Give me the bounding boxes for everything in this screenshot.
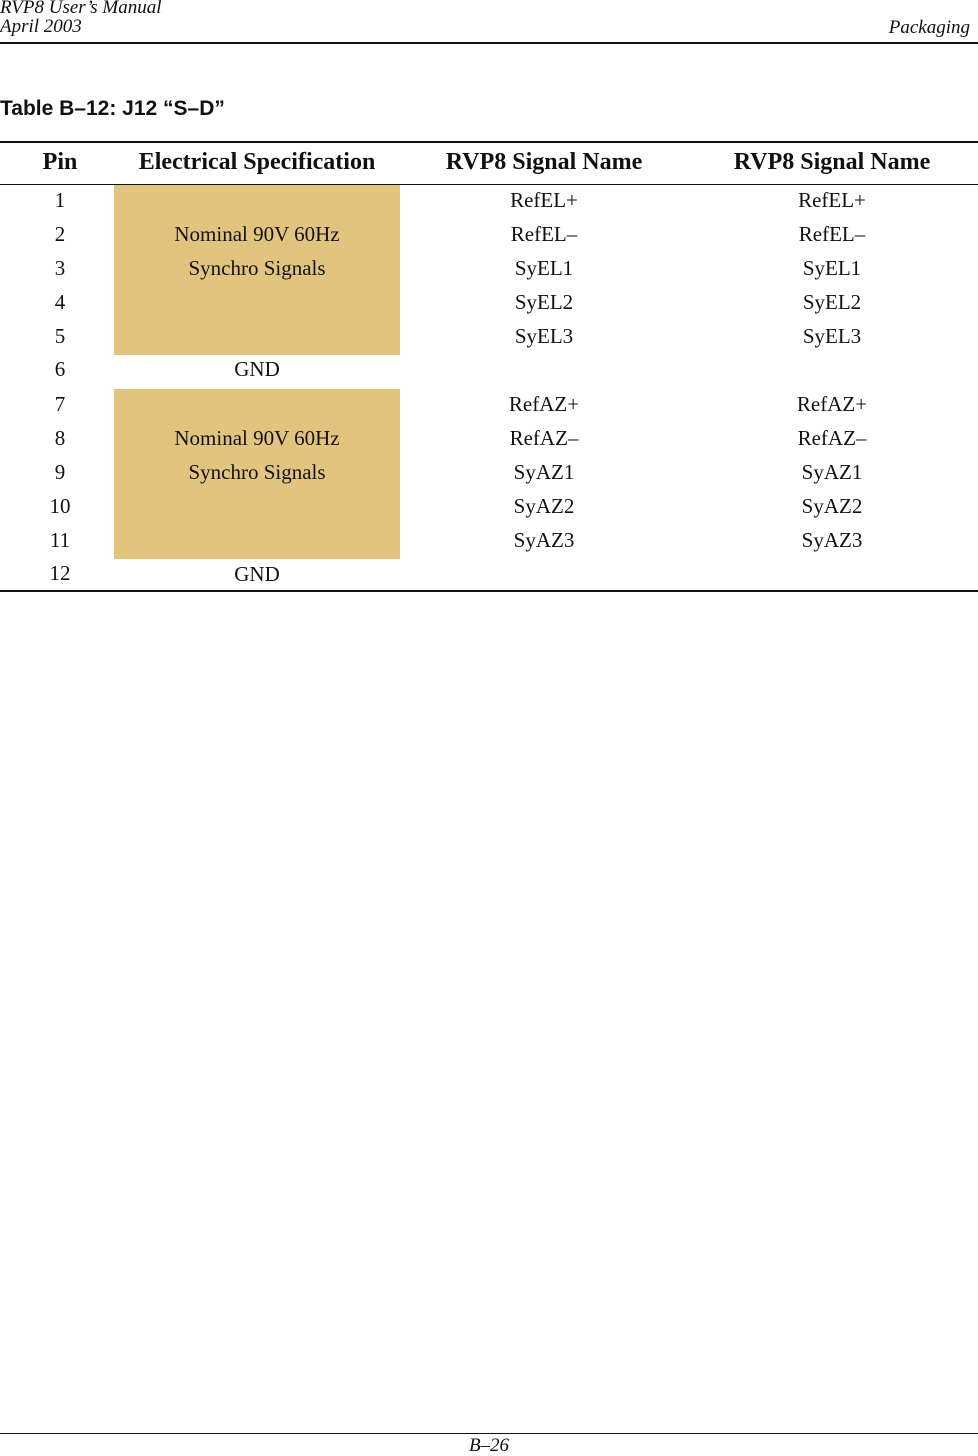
signal-b-cell: RefEL+ (798, 188, 866, 212)
pin-cell: 1 (54, 188, 66, 212)
pin-cell: 10 (49, 494, 71, 518)
gnd-label: GND (234, 357, 280, 381)
signal-b-cell: RefAZ– (797, 426, 867, 450)
spec-az-line2: Synchro Signals (188, 460, 326, 484)
signal-b-cell: SyEL1 (802, 256, 862, 280)
manual-date: April 2003 (0, 16, 82, 37)
signal-a-cell: SyEL1 (514, 256, 574, 280)
signal-a-cell: RefEL– (510, 222, 578, 246)
signal-b-cell: SyAZ2 (801, 494, 863, 518)
signal-a-cell: SyAZ3 (513, 528, 575, 552)
pin-cell: 7 (54, 392, 66, 416)
signal-a-cell: RefEL+ (510, 188, 578, 212)
signal-a-cell: RefAZ+ (508, 392, 580, 416)
signal-b-cell: SyEL3 (802, 324, 862, 348)
spec-el-line1: Nominal 90V 60Hz (174, 222, 340, 246)
spec-az-line1: Nominal 90V 60Hz (174, 426, 340, 450)
signal-b-cell: SyAZ1 (801, 460, 863, 484)
column-header-pin: Pin (42, 149, 78, 175)
signal-b-cell: SyAZ3 (801, 528, 863, 552)
pin-cell: 12 (49, 561, 71, 585)
signal-b-cell: RefEL– (798, 222, 866, 246)
signal-b-cell: SyEL2 (802, 290, 862, 314)
pin-cell: 9 (54, 460, 66, 484)
signal-b-cell: RefAZ+ (796, 392, 868, 416)
pin-cell: 11 (49, 528, 71, 552)
signal-a-cell: SyEL3 (514, 324, 574, 348)
table-top-rule (0, 141, 978, 143)
column-header-signal-b: RVP8 Signal Name (733, 149, 931, 175)
page-number: B–26 (468, 1435, 510, 1456)
header-left (0, 0, 162, 36)
pin-cell: 5 (54, 324, 66, 348)
signal-a-cell: RefAZ– (509, 426, 579, 450)
page-header (0, 0, 978, 44)
gnd-label: GND (234, 562, 280, 586)
signal-a-cell: SyAZ2 (513, 494, 575, 518)
column-header-signal-a: RVP8 Signal Name (445, 149, 643, 175)
pin-cell: 3 (54, 256, 66, 280)
manual-title: RVP8 User’s Manual (0, 0, 162, 18)
pin-cell: 2 (54, 222, 66, 246)
table-bottom-rule (0, 590, 978, 592)
section-name: Packaging (888, 17, 970, 38)
table-title: Table B–12: J12 “S–D” (0, 97, 225, 120)
signal-a-cell: SyAZ1 (513, 460, 575, 484)
pin-cell: 8 (54, 426, 66, 450)
pin-cell: 6 (54, 357, 66, 381)
footer-rule (0, 1433, 978, 1434)
spec-el-line2: Synchro Signals (188, 256, 326, 280)
pin-cell: 4 (54, 290, 66, 314)
column-header-spec: Electrical Specification (138, 149, 376, 175)
signal-a-cell: SyEL2 (514, 290, 574, 314)
header-rule (0, 42, 978, 44)
